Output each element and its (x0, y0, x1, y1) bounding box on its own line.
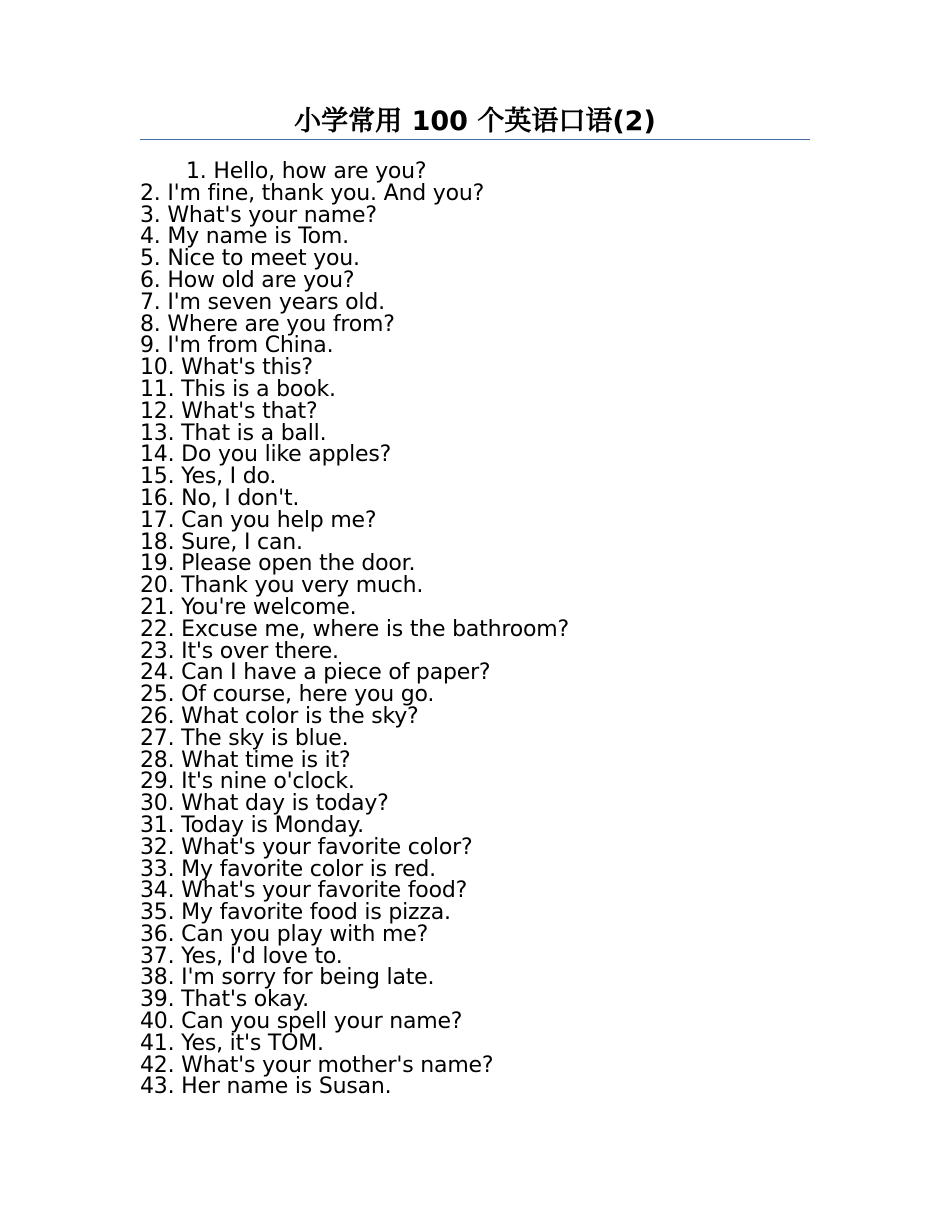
document-title: 小学常用 100 个英语口语(2) (294, 106, 656, 137)
phrase-line: 14. Do you like apples? (140, 442, 392, 468)
phrase-line: 10. What's this? (140, 355, 313, 381)
phrase-line: 32. What's your favorite color? (140, 834, 473, 860)
phrase-line: 7. I'm seven years old. (140, 289, 385, 315)
phrase-line: 9. I'm from China. (140, 333, 334, 359)
phrase-line: 43. Her name is Susan. (140, 1074, 392, 1100)
phrase-line: 26. What color is the sky? (140, 703, 419, 729)
phrase-line: 27. The sky is blue. (140, 725, 349, 751)
phrase-line: 24. Can I have a piece of paper? (140, 660, 491, 686)
phrase-line: 4. My name is Tom. (140, 224, 349, 250)
phrase-line: 5. Nice to meet you. (140, 246, 360, 272)
phrase-line: 33. My favorite color is red. (140, 856, 436, 882)
phrase-line: 28. What time is it? (140, 747, 351, 773)
phrase-line: 8. Where are you from? (140, 311, 395, 337)
phrase-line: 23. It's over there. (140, 638, 339, 664)
phrase-line: 1. Hello, how are you? (186, 159, 427, 184)
phrase-line: 31. Today is Monday. (140, 812, 364, 838)
phrase-line: 38. I'm sorry for being late. (140, 965, 435, 991)
phrase-line: 29. It's nine o'clock. (140, 769, 355, 795)
phrase-line: 37. Yes, I'd love to. (140, 943, 343, 969)
phrase-line: 35. My favorite food is pizza. (140, 900, 451, 926)
phrase-line: 15. Yes, I do. (140, 464, 277, 490)
phrase-line: 11. This is a book. (140, 376, 336, 402)
phrase-line: 3. What's your name? (140, 202, 377, 228)
phrase-line: 30. What day is today? (140, 791, 389, 817)
phrase-line: 13. That is a ball. (140, 420, 327, 446)
phrase-line: 39. That's okay. (140, 987, 309, 1013)
phrase-line: 19. Please open the door. (140, 551, 416, 577)
phrase-line: 34. What's your favorite food? (140, 878, 468, 904)
phrase-line: 22. Excuse me, where is the bathroom? (140, 616, 569, 642)
phrase-line: 40. Can you spell your name? (140, 1009, 463, 1035)
phrase-line: 12. What's that? (140, 398, 318, 424)
phrase-line: 18. Sure, I can. (140, 529, 303, 555)
phrase-line: 36. Can you play with me? (140, 921, 429, 947)
title-underline-rule (140, 139, 810, 140)
phrase-line: 16. No, I don't. (140, 485, 300, 511)
phrase-line: 20. Thank you very much. (140, 573, 424, 599)
phrase-line: 6. How old are you? (140, 267, 355, 293)
phrase-list (140, 161, 820, 1098)
phrase-line: 25. Of course, here you go. (140, 682, 435, 708)
phrase-line: 17. Can you help me? (140, 507, 377, 533)
phrase-line: 42. What's your mother's name? (140, 1052, 494, 1078)
phrase-line: 41. Yes, it's TOM. (140, 1030, 324, 1056)
phrase-line: 21. You're welcome. (140, 594, 357, 620)
phrase-line: 2. I'm fine, thank you. And you? (140, 180, 485, 206)
